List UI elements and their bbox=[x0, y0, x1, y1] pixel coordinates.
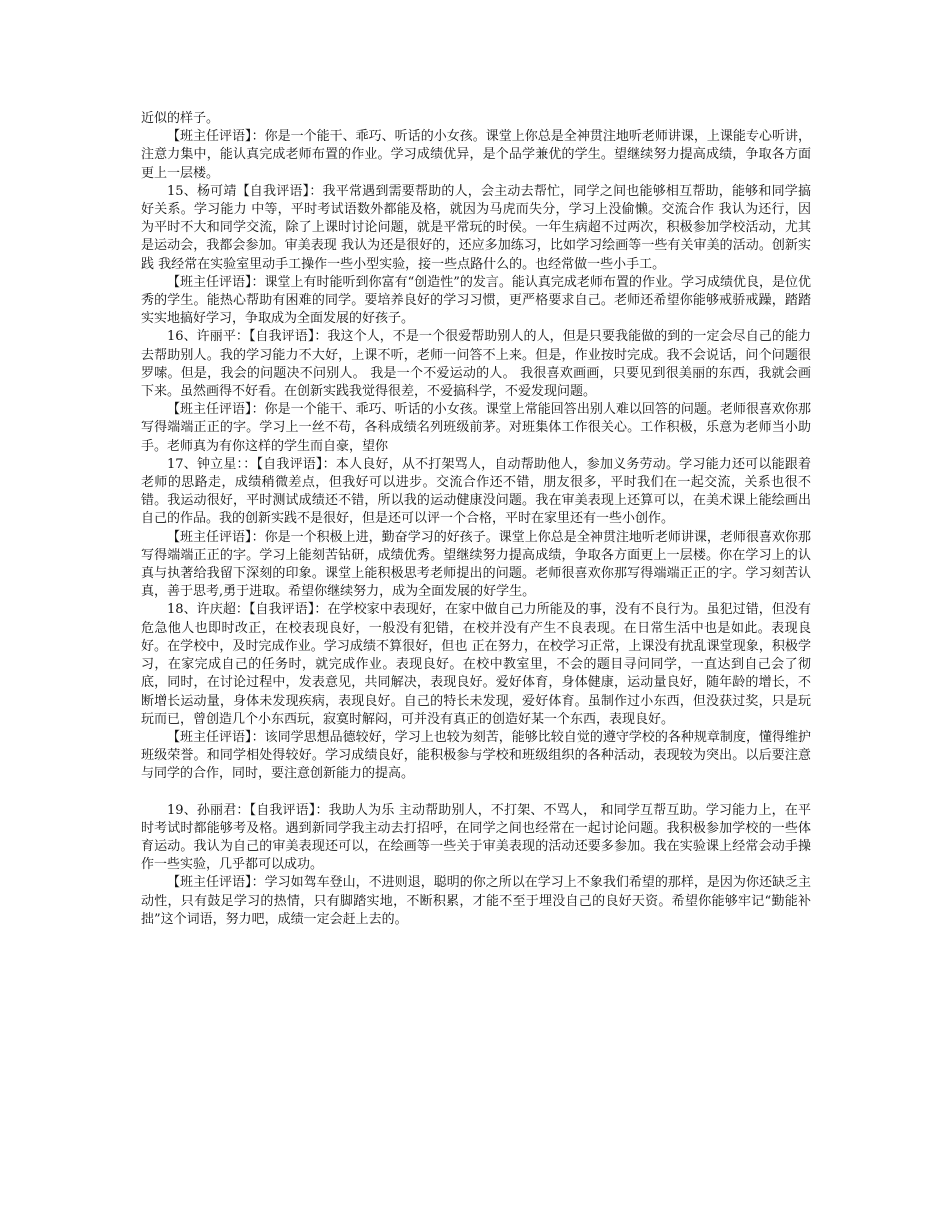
paragraph-teacher-comment-19: 【班主任评语】：学习如驾车登山，不进则退，聪明的你之所以在学习上不象我们希望的那样，是因为你还缺乏主动性，只有鼓足学习的热情，只有脚踏实地，不断积累，才能不至于埋没自己的良好天资。希望你能够牢记“勤能补拙”这个词语，努力吧，成绩一定会赶上去的。 bbox=[141, 875, 811, 927]
document-page bbox=[141, 110, 811, 929]
paragraph-student-16-self-evaluation: 16、许丽平：【自我评语】：我这个人，不是一个很爱帮助别人的人，但是只要我能做的到的一定会尽自己的能力去帮助别人。我的学习能力不大好，上课不听，老师一问答不上来。但是，作业按时完成。我不会说话，问个问题很罗嗦。但是，我会的问题决不问别人。 我是一个不爱运动的人。 我很喜欢画画，只要见到很美丽的东西，我就会画下来。虽然画得不好看。在创新实践我觉得很差，不爱搞科学，不爱发现问题。 bbox=[141, 329, 811, 400]
paragraph-student-15-self-evaluation: 15、杨可靖【自我评语】：我平常遇到需要帮助的人，会主动去帮忙，同学之间也能够相互帮助，能够和同学搞好关系。学习能力 中等，平时考试语数外都能及格，就因为马虎而失分，学习上没偷懒。交流合作 我认为还行，因为平时不大和同学交流，除了上课时讨论问题，就是平常玩的时侯。一年生病超不过两次，积极参加学校活动，尤其是运动会，我都会参加。审美表现 我认为还是很好的，还应多加练习，比如学习绘画等一些有关审美的活动。创新实践 我经常在实验室里动手工操作一些小型实验，接一些点路什么的。也经常做一些小手工。 bbox=[141, 183, 811, 272]
paragraph-teacher-comment-16: 【班主任评语】：你是一个能干、乖巧、听话的小女孩。课堂上常能回答出别人难以回答的问题。老师很喜欢你那写得端端正正的字。学习上一丝不苟，各科成绩名列班级前茅。对班集体工作很关心。工作积极，乐意为老师当小助手。老师真为有你这样的学生而自豪，望你 bbox=[141, 402, 811, 454]
paragraph-student-17-self-evaluation: 17、钟立星：：【自我评语】：本人良好，从不打架骂人，自动帮助他人，参加义务劳动。学习能力还可以能跟着老师的思路走，成绩稍微差点，但我好可以进步。交流合作还不错，朋友很多，平时我们在一起交流，关系也很不错。我运动很好，平时测试成绩还不错，所以我的运动健康没问题。我在审美表现上还算可以，在美术课上能绘画出自己的作品。我的创新实践不是很好，但是还可以评一个合格，平时在家里还有一些小创作。 bbox=[141, 456, 811, 527]
paragraph-student-18-self-evaluation: 18、许庆超：【自我评语】：在学校家中表现好，在家中做自己力所能及的事，没有不良行为。虽犯过错，但没有危急他人也即时改正，在校表现良好，一般没有犯错，在校并没有产生不良表现。在日常生活中也是如此。表现良好。在学校中，及时完成作业。学习成绩不算很好，但也 正在努力，在校学习正常，上课没有扰乱课堂现象，积极学习，在家完成自己的任务时，就完成作业。表现良好。在校中教室里，不会的题目寻问同学，一直达到自己会了彻底，同时，在讨论过程中，发表意见，共同解决，表现良好。爱好体育，身体健康，运动量良好，随年龄的增长，不断增长运动量，身体未发现疾病，表现良好。自己的特长未发现，爱好体育。虽制作过小东西，但没获过奖，只是玩玩而已，曾创造几个小东西玩，寂寞时解闷，可并没有真正的创造好某一个东西，表现良好。 bbox=[141, 602, 811, 727]
paragraph-teacher-comment-17: 【班主任评语】：你是一个积极上进，勤奋学习的好孩子。课堂上你总是全神贯注地听老师讲课，老师很喜欢你那写得端端正正的字。学习上能刻苦钻研，成绩优秀。望继续努力提高成绩，争取各方面更上一层楼。你在学习上的认真与执著给我留下深刻的印象。课堂上能积极思考老师提出的问题。老师很喜欢你那写得端端正正的字。学习刻苦认真，善于思考,勇于进取。希望你继续努力，成为全面发展的好学生。 bbox=[141, 529, 811, 600]
paragraph-teacher-comment-18: 【班主任评语】：该同学思想品德较好，学习上也较为刻苦，能够比较自觉的遵守学校的各种规章制度，懂得维护班级荣誉。和同学相处得较好。学习成绩良好，能积极参与学校和班级组织的各种活动，表现较为突出。以后要注意与同学的合作，同时，要注意创新能力的提高。 bbox=[141, 729, 811, 782]
paragraph-teacher-comment-15: 【班主任评语】：课堂上有时能听到你富有“创造性”的发言。能认真完成老师布置的作业。学习成绩优良，是位优秀的学生。能热心帮助有困难的同学。要培养良好的学习习惯，更严格要求自己。老师还希望你能够戒骄戒躁，踏踏实实地搞好学习，争取成为全面发展的好孩子。 bbox=[141, 274, 811, 327]
blank-line bbox=[141, 784, 811, 802]
paragraph-teacher-comment-14: 【班主任评语】：你是一个能干、乖巧、听话的小女孩。课堂上你总是全神贯注地听老师讲课，上课能专心听讲，注意力集中，能认真完成老师布置的作业。学习成绩优异，是个品学兼优的学生。望继续努力提高成绩，争取各方面更上一层楼。 bbox=[141, 129, 811, 181]
paragraph-continuation: 近似的样子。 bbox=[141, 111, 220, 126]
paragraph-student-19-self-evaluation: 19、孙丽君：【自我评语】：我助人为乐 主动帮助别人，不打架、不骂人， 和同学互帮互助。学习能力上，在平时考试时都能够考及格。遇到新同学我主动去打招呼，在同学之间也经常在一起讨论问题。我积极参加学校的一些体育运动。我认为自己的审美表现还可以，在绘画等一些关于审美表现的活动还要多参加。我在实验课上经常会动手操作一些实验，几乎都可以成功。 bbox=[141, 802, 811, 873]
